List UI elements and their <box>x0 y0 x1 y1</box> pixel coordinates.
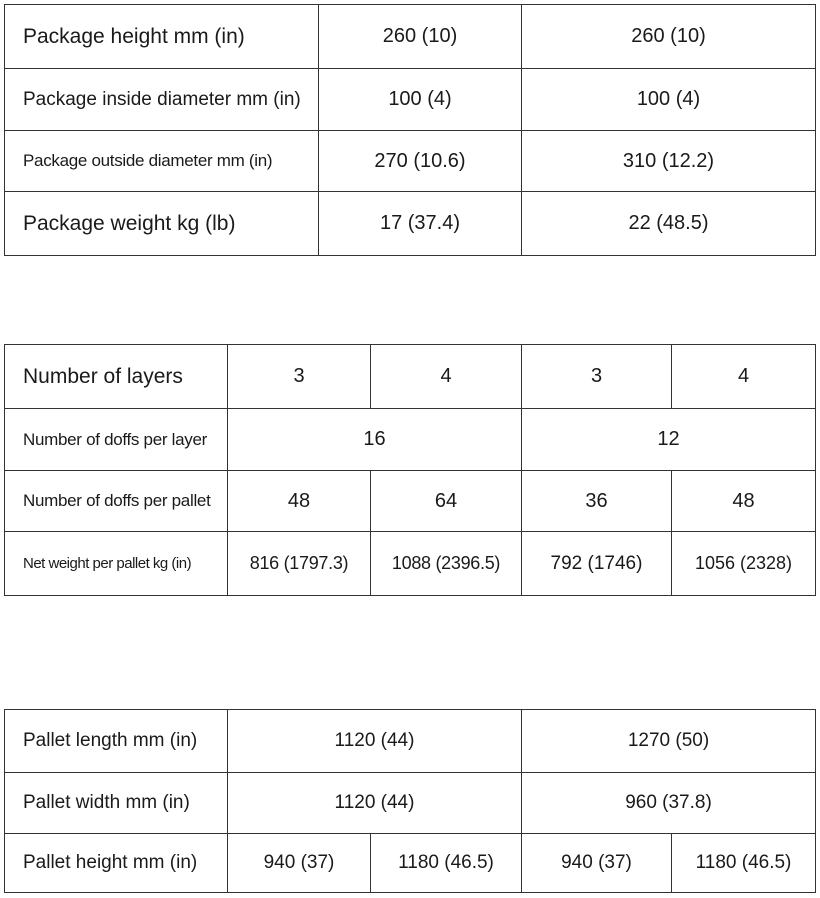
row-label: Package outside diameter mm (in) <box>5 131 319 192</box>
table-row <box>5 345 816 409</box>
table-row <box>5 409 816 471</box>
table-cell: 3 <box>228 345 371 409</box>
table-cell: 940 (37) <box>522 834 672 893</box>
row-label: Package height mm (in) <box>5 5 319 69</box>
package-spec-table <box>4 4 816 256</box>
table-cell: 36 <box>522 471 672 532</box>
table-row <box>5 710 816 773</box>
table-cell: 270 (10.6) <box>319 131 522 192</box>
table-cell: 3 <box>522 345 672 409</box>
row-label: Number of layers <box>5 345 228 409</box>
table-row <box>5 532 816 596</box>
row-label: Number of doffs per layer <box>5 409 228 471</box>
table-cell: 17 (37.4) <box>319 192 522 256</box>
table-row <box>5 773 816 834</box>
table-cell: 1180 (46.5) <box>672 834 816 893</box>
table-cell: 1180 (46.5) <box>371 834 522 893</box>
table-cell: 1120 (44) <box>228 710 522 773</box>
table-row <box>5 471 816 532</box>
table-cell: 4 <box>371 345 522 409</box>
table-cell: 816 (1797.3) <box>228 532 371 596</box>
table-cell: 960 (37.8) <box>522 773 816 834</box>
table-cell: 100 (4) <box>319 69 522 131</box>
table-cell: 16 <box>228 409 522 471</box>
table-cell: 260 (10) <box>522 5 816 69</box>
table-cell: 940 (37) <box>228 834 371 893</box>
table-cell: 310 (12.2) <box>522 131 816 192</box>
row-label: Package inside diameter mm (in) <box>5 69 319 131</box>
row-label: Pallet length mm (in) <box>5 710 228 773</box>
table-row <box>5 192 816 256</box>
row-label: Pallet width mm (in) <box>5 773 228 834</box>
table-cell: 48 <box>672 471 816 532</box>
table-cell: 22 (48.5) <box>522 192 816 256</box>
row-label: Pallet height mm (in) <box>5 834 228 893</box>
row-label: Net weight per pallet kg (in) <box>5 532 228 596</box>
table-cell: 64 <box>371 471 522 532</box>
table-cell: 12 <box>522 409 816 471</box>
table-row <box>5 5 816 69</box>
table-cell: 792 (1746) <box>522 532 672 596</box>
row-label: Package weight kg (lb) <box>5 192 319 256</box>
table-cell: 1056 (2328) <box>672 532 816 596</box>
table-cell: 48 <box>228 471 371 532</box>
table-row <box>5 69 816 131</box>
table-cell: 100 (4) <box>522 69 816 131</box>
table-cell: 1270 (50) <box>522 710 816 773</box>
table-cell: 260 (10) <box>319 5 522 69</box>
pallet-dimensions-table <box>4 709 816 893</box>
row-label: Number of doffs per pallet <box>5 471 228 532</box>
layers-doffs-table <box>4 344 816 596</box>
table-row <box>5 834 816 893</box>
table-cell: 4 <box>672 345 816 409</box>
table-cell: 1088 (2396.5) <box>371 532 522 596</box>
table-row <box>5 131 816 192</box>
table-cell: 1120 (44) <box>228 773 522 834</box>
